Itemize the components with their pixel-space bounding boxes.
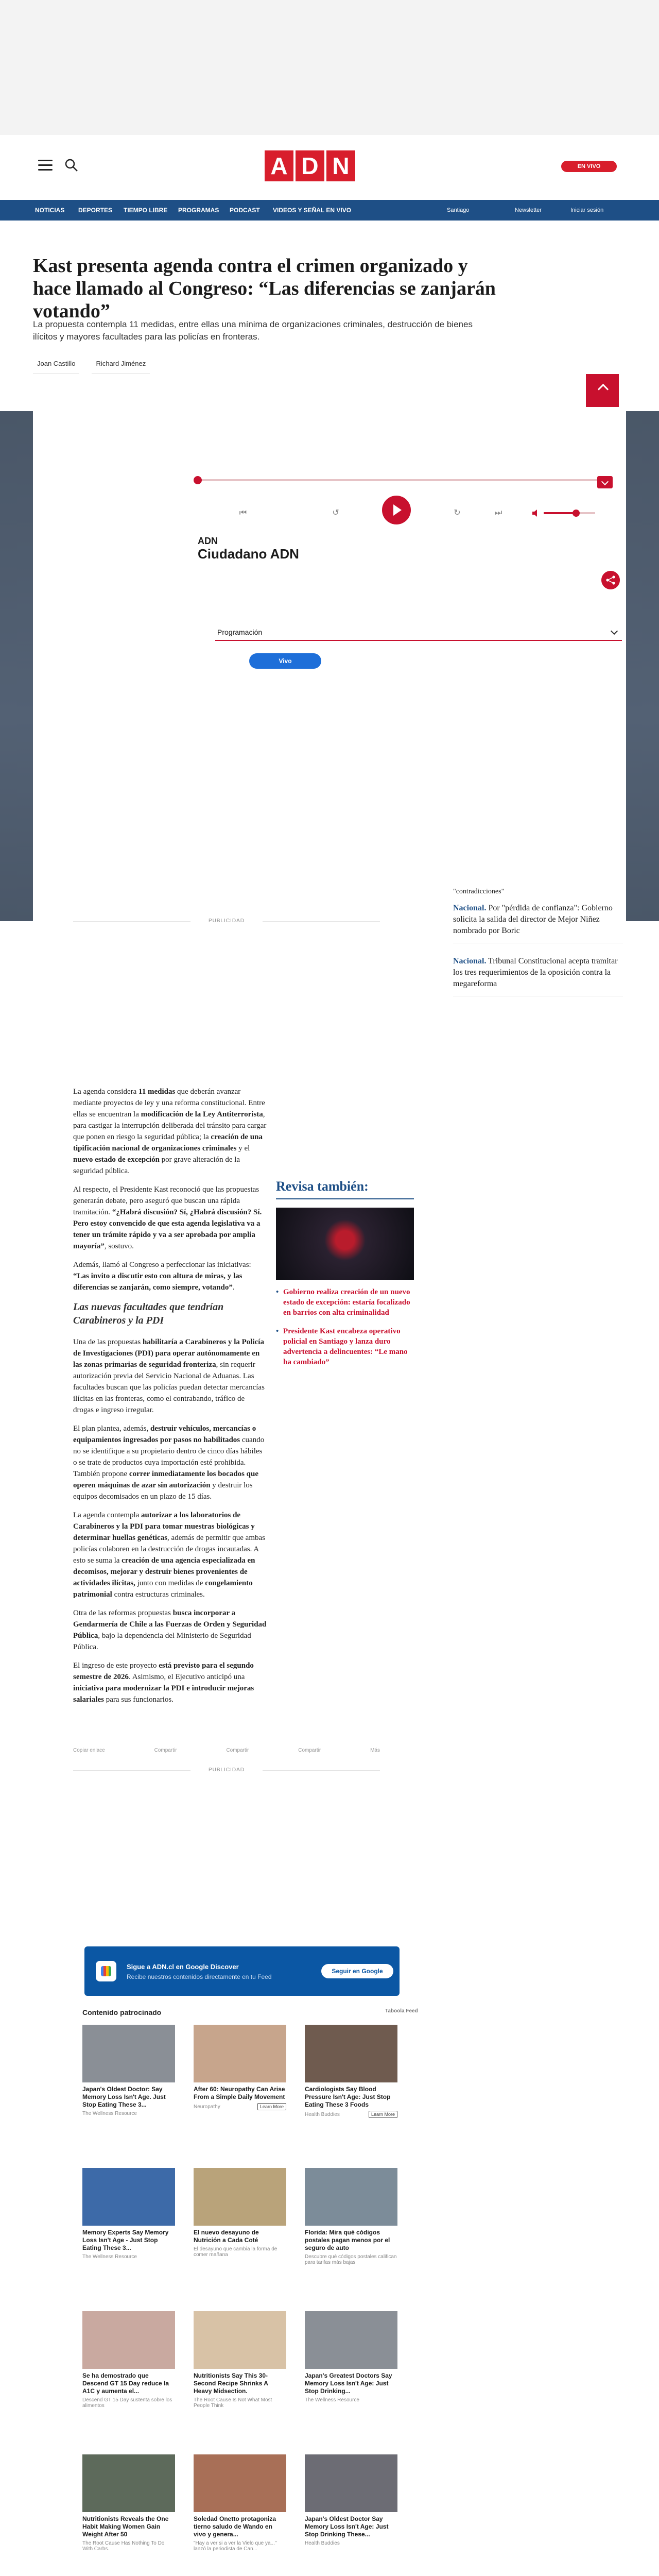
- volume-slider-handle[interactable]: [573, 510, 580, 517]
- sponsored-image[interactable]: [305, 2311, 397, 2369]
- google-news-line2: Recibe nuestros contenidos directamente en tu Feed: [127, 1973, 272, 1980]
- sidebar-fragment: "contradicciones": [453, 888, 505, 895]
- copy-link-button[interactable]: Copiar enlace: [73, 1748, 105, 1753]
- sponsored-title[interactable]: Japan's Oldest Doctor Say Memory Loss Isn't Age: Just Stop Drinking These...: [305, 2515, 389, 2538]
- audio-progress-track[interactable]: [198, 479, 599, 481]
- next-icon[interactable]: ⏭: [494, 509, 502, 517]
- sponsored-source: [305, 2254, 397, 2265]
- learn-more-button[interactable]: Learn More: [257, 2103, 286, 2110]
- sponsored-source: [194, 2540, 286, 2552]
- top-ad-space: [0, 0, 659, 135]
- sponsored-card[interactable]: [194, 2454, 286, 2552]
- sponsored-source-name: The Root Cause Is Not What Most People Think: [194, 2397, 272, 2409]
- body-paragraph: Una de las propuestas habilitaría a Carabineros y la Policía de Investigaciones (PDI) para operar autónomamente en las zonas primarias de seguridad fronteriza, sin requerir autorización previa del Servicio Nacional de Aduanas. Las facultades buscan que las policías puedan detectar mercancías ilícitas en las fronteras, como el contrabando, tráfico de drogas e ingreso irregular.: [73, 1338, 265, 1414]
- article-title: Kast presenta agenda contra el crimen organizado y hace llamado al Congreso: “Las diferencias se zanjarán votando”: [33, 255, 496, 322]
- section-subheading: Las nuevas facultades que tendrían Carabineros y la PDI: [73, 1301, 224, 1326]
- sponsored-image[interactable]: [82, 2311, 175, 2369]
- google-news-line1: Sigue a ADN.cl en Google Discover: [127, 1963, 239, 1971]
- logo-letter: D: [296, 150, 324, 181]
- sponsored-source-name: Descend GT 15 Day sustenta sobre los alimentos: [82, 2397, 172, 2409]
- sponsored-source-name: The Wellness Resource: [82, 2111, 137, 2116]
- share-whatsapp-button[interactable]: Compartir: [298, 1748, 321, 1753]
- sponsored-card[interactable]: [305, 2168, 397, 2265]
- nav-item-tiempo-libre[interactable]: TIEMPO LIBRE: [124, 207, 168, 214]
- logo-letter: A: [265, 150, 293, 181]
- sponsored-title[interactable]: Florida: Mira qué códigos postales pagan menos por el seguro de auto: [305, 2229, 390, 2251]
- forward-icon[interactable]: ↻: [454, 509, 461, 517]
- author-row: [33, 353, 150, 374]
- sponsored-source: [194, 2397, 286, 2409]
- previous-icon[interactable]: ⏮: [239, 509, 247, 517]
- sponsored-card[interactable]: [82, 2168, 175, 2260]
- sponsored-source-name: "Hay a ver si a ver la Vielo que ya..." lanzó la periodista de Can...: [194, 2540, 277, 2552]
- nav-item-deportes[interactable]: DEPORTES: [78, 207, 113, 214]
- body-paragraph: El ingreso de este proyecto está previsto para el segundo semestre de 2026. Asimismo, el Ejecutivo anticipó una iniciativa para modernizar la PDI e introducir mejoras salariales para sus funcionarios.: [73, 1662, 254, 1704]
- related-sidebar: [453, 886, 623, 1009]
- sponsored-card[interactable]: [82, 2454, 175, 2552]
- sponsored-source: [82, 2540, 175, 2552]
- nav-newsletter[interactable]: Newsletter: [515, 207, 542, 213]
- sponsored-title[interactable]: After 60: Neuropathy Can Arise From a Simple Daily Movement: [194, 2086, 285, 2100]
- sponsored-title[interactable]: Cardiologists Say Blood Pressure Isn't Age: Just Stop Eating These 3 Foods: [305, 2086, 391, 2108]
- sponsored-source: [82, 2111, 175, 2116]
- sponsored-title[interactable]: Se ha demostrado que Descend GT 15 Day reduce la A1C y aumenta el...: [82, 2372, 169, 2395]
- main-nav: [0, 200, 659, 221]
- ad-label: PUBLICIDAD: [190, 1767, 263, 1773]
- sponsored-title: Contenido patrocinado: [82, 2008, 162, 2016]
- live-pill-button[interactable]: Vivo: [249, 653, 321, 669]
- body-paragraph: El plan plantea, además, destruir vehículos, mercancías o equipamientos ingresados por pasos no habilitados cuando no se identifique a su propietario dentro de cinco días hábiles o se trate de productos cuya importación esté prohibida. También propone correr inmediatamente los bocados que operen máquinas de azar sin autorización y destruir los equipos decomisados en un plazo de 15 días.: [73, 1425, 265, 1501]
- body-paragraph: La agenda contempla autorizar a los laboratorios de Carabineros y la PDI para tomar muestras biológicas y determinar huellas genéticas, además de permitir que ambas policías colaboren en la destrucción de drogas incautadas. A esto se suma la creación de una agencia especializada en decomisos, mejorar y destruir bienes provenientes de actividades ilícitas, junto con medidas de congelamiento patrimonial contra estructuras criminales.: [73, 1511, 265, 1599]
- sidebar-tag: Nacional.: [453, 957, 487, 965]
- sponsored-source: [82, 2254, 175, 2260]
- share-more-button[interactable]: Más: [370, 1748, 380, 1753]
- sponsored-title[interactable]: Nutritionists Reveals the One Habit Making Women Gain Weight After 50: [82, 2515, 169, 2538]
- sponsored-image[interactable]: [305, 2454, 397, 2512]
- share-icon[interactable]: [601, 571, 620, 589]
- audio-progress-handle[interactable]: [194, 476, 202, 484]
- nav-item-podcast[interactable]: PODCAST: [230, 207, 260, 214]
- sponsored-image[interactable]: [82, 2025, 175, 2082]
- sponsored-source: [82, 2397, 175, 2409]
- sponsored-image[interactable]: [305, 2025, 397, 2082]
- body-paragraph: Además, llamó al Congreso a perfeccionar las iniciativas: “Las invito a discutir esto con altura de miras, y las diferencias se zanjarán, como siempre, votando”.: [73, 1261, 251, 1292]
- nav-item-programas[interactable]: PROGRAMAS: [178, 207, 219, 214]
- sidebar-tag: Nacional.: [453, 904, 487, 912]
- sponsored-source: [305, 2397, 397, 2403]
- share-facebook-button[interactable]: Compartir: [154, 1748, 177, 1753]
- author-name[interactable]: Joan Castillo: [33, 353, 79, 374]
- sponsored-image[interactable]: [194, 2025, 286, 2082]
- sponsored-image[interactable]: [82, 2168, 175, 2226]
- sponsored-source-name: The Root Cause Has Nothing To Do With Carbs.: [82, 2540, 165, 2552]
- share-toggle-button[interactable]: [586, 374, 619, 407]
- sponsored-title[interactable]: Nutritionists Say This 30-Second Recipe Shrinks A Heavy Midsection.: [194, 2372, 268, 2395]
- sponsored-source-name: El desayuno que cambia la forma de comer mañana: [194, 2246, 278, 2258]
- sidebar-related-item[interactable]: [453, 956, 623, 996]
- article-lead: La propuesta contempla 11 medidas, entre ellas una mínima de organizaciones criminales, destrucción de bienes ilícitos y mayores facultades para las policías en fronteras.: [33, 319, 473, 342]
- sponsored-card[interactable]: [305, 2311, 397, 2403]
- sponsored-image[interactable]: [82, 2454, 175, 2512]
- programming-select[interactable]: Programación: [215, 623, 622, 641]
- program-name: Ciudadano ADN: [198, 546, 299, 562]
- sponsored-title[interactable]: El nuevo desayuno de Nutrición a Cada Coté: [194, 2229, 259, 2244]
- sidebar-related-item[interactable]: [453, 903, 623, 943]
- sponsored-title[interactable]: Japan's Oldest Doctor: Say Memory Loss Isn't Age. Just Stop Eating These 3...: [82, 2086, 166, 2108]
- sponsored-source: [194, 2246, 286, 2258]
- sponsored-source-name: Neuropathy: [194, 2104, 220, 2110]
- sponsored-title[interactable]: Memory Experts Say Memory Loss Isn't Age - Just Stop Eating These 3...: [82, 2229, 169, 2251]
- sponsored-card[interactable]: [194, 2311, 286, 2409]
- sponsored-card[interactable]: [194, 2025, 286, 2110]
- sponsored-card[interactable]: [82, 2025, 175, 2116]
- sponsored-source-name: Health Buddies: [305, 2111, 340, 2117]
- follow-google-button[interactable]: Seguir en Google: [321, 1964, 393, 1978]
- search-icon[interactable]: [64, 158, 79, 173]
- sponsored-image[interactable]: [194, 2168, 286, 2226]
- article-body: [73, 1086, 267, 1713]
- sponsored-source-name: The Wellness Resource: [305, 2397, 359, 2403]
- adn-logo[interactable]: [265, 150, 355, 181]
- sponsored-source: [305, 2540, 397, 2546]
- sponsored-source-name: Health Buddies: [305, 2540, 340, 2546]
- revisa-title: Revisa también:: [276, 1179, 414, 1199]
- sponsored-title[interactable]: Japan's Greatest Doctors Say Memory Loss Isn't Age: Just Stop Drinking...: [305, 2372, 392, 2395]
- sponsored-source-name: The Wellness Resource: [82, 2254, 137, 2260]
- ad-label: PUBLICIDAD: [190, 918, 263, 924]
- nav-login[interactable]: Iniciar sesión: [570, 207, 604, 213]
- radio-player: [33, 411, 626, 921]
- live-button[interactable]: EN VIVO: [561, 161, 617, 172]
- sponsored-source: [194, 2103, 286, 2110]
- body-paragraph: Otra de las reformas propuestas busca incorporar a Gendarmería de Chile a las Fuerzas de Orden y Seguridad Pública, bajo la dependencia del Ministerio de Seguridad Pública.: [73, 1609, 267, 1651]
- revisa-link[interactable]: • Gobierno realiza creación de un nuevo estado de excepción: estaría focalizado en barrios con alta criminalidad: [276, 1287, 414, 1318]
- nav-item-noticias[interactable]: NOTICIAS: [35, 207, 65, 214]
- sidebar-headline: Tribunal Constitucional acepta tramitar los tres requerimientos de la oposición contra la megareforma: [453, 957, 618, 988]
- learn-more-button[interactable]: Learn More: [369, 2111, 397, 2118]
- sponsored-title[interactable]: Soledad Onetto protagoniza tierno saludo de Wando en vivo y genera...: [194, 2515, 276, 2538]
- body-paragraph: Al respecto, el Presidente Kast reconoció que las propuestas generarán debate, pero aseguró que buscan una rápida tramitación. “¿Habrá discusión? Sí, ¿Habrá discusión? Sí. Pero estoy convencido de que esta agenda legislativa va a tener un trámite rápido y va a ser aprobada por amplia mayoría”, sostuvo.: [73, 1185, 262, 1250]
- google-discover-icon: [96, 1961, 116, 1981]
- taboola-label[interactable]: Taboola Feed: [385, 2008, 418, 2014]
- sponsored-image[interactable]: [194, 2311, 286, 2369]
- revisa-image[interactable]: [276, 1208, 414, 1280]
- collapse-player-button[interactable]: [597, 476, 613, 488]
- sponsored-source-name: Descubre qué códigos postales califican para tarifas más bajas: [305, 2254, 397, 2265]
- volume-icon[interactable]: [531, 508, 541, 518]
- play-button[interactable]: [382, 496, 411, 524]
- sponsored-image[interactable]: [194, 2454, 286, 2512]
- revisa-tambien-box: [276, 1179, 414, 1376]
- sponsored-source: [305, 2111, 397, 2118]
- body-paragraph: La agenda considera 11 medidas que deberán avanzar mediante proyectos de ley y una reforma constitucional. Entre ellas se encuentran la modificación de la Ley Antiterrorista, para castigar la interrupción deliberada del tránsito para cargar que ponen en riesgo la seguridad pública; la creación de una tipificación nacional de organizaciones criminales y el nuevo estado de excepción por grave alteración de la seguridad pública.: [73, 1088, 267, 1175]
- revisa-link[interactable]: • Presidente Kast encabeza operativo policial en Santiago y lanza duro advertencia a delincuentes: “Le mano ha cambiado”: [276, 1326, 414, 1367]
- share-row: [73, 1744, 380, 1757]
- volume-slider-fill: [544, 512, 575, 514]
- menu-icon[interactable]: [38, 160, 53, 171]
- sponsored-card[interactable]: [194, 2168, 286, 2258]
- sponsored-card[interactable]: [305, 2025, 397, 2118]
- share-x-button[interactable]: Compartir: [226, 1748, 249, 1753]
- sidebar-headline: Por "pérdida de confianza": Gobierno solicita la salida del director de Mejor Niñez nombrado por Boric: [453, 904, 613, 935]
- logo-letter: N: [326, 150, 355, 181]
- sponsored-image[interactable]: [305, 2168, 397, 2226]
- author-name[interactable]: Richard Jiménez: [92, 353, 150, 374]
- sponsored-card[interactable]: [305, 2454, 397, 2546]
- sponsored-card[interactable]: [82, 2311, 175, 2409]
- station-name: ADN: [198, 536, 218, 546]
- rewind-icon[interactable]: ↺: [332, 509, 339, 517]
- nav-location[interactable]: Santiago: [447, 207, 470, 213]
- nav-item-videos[interactable]: VIDEOS Y SEÑAL EN VIVO: [273, 207, 352, 214]
